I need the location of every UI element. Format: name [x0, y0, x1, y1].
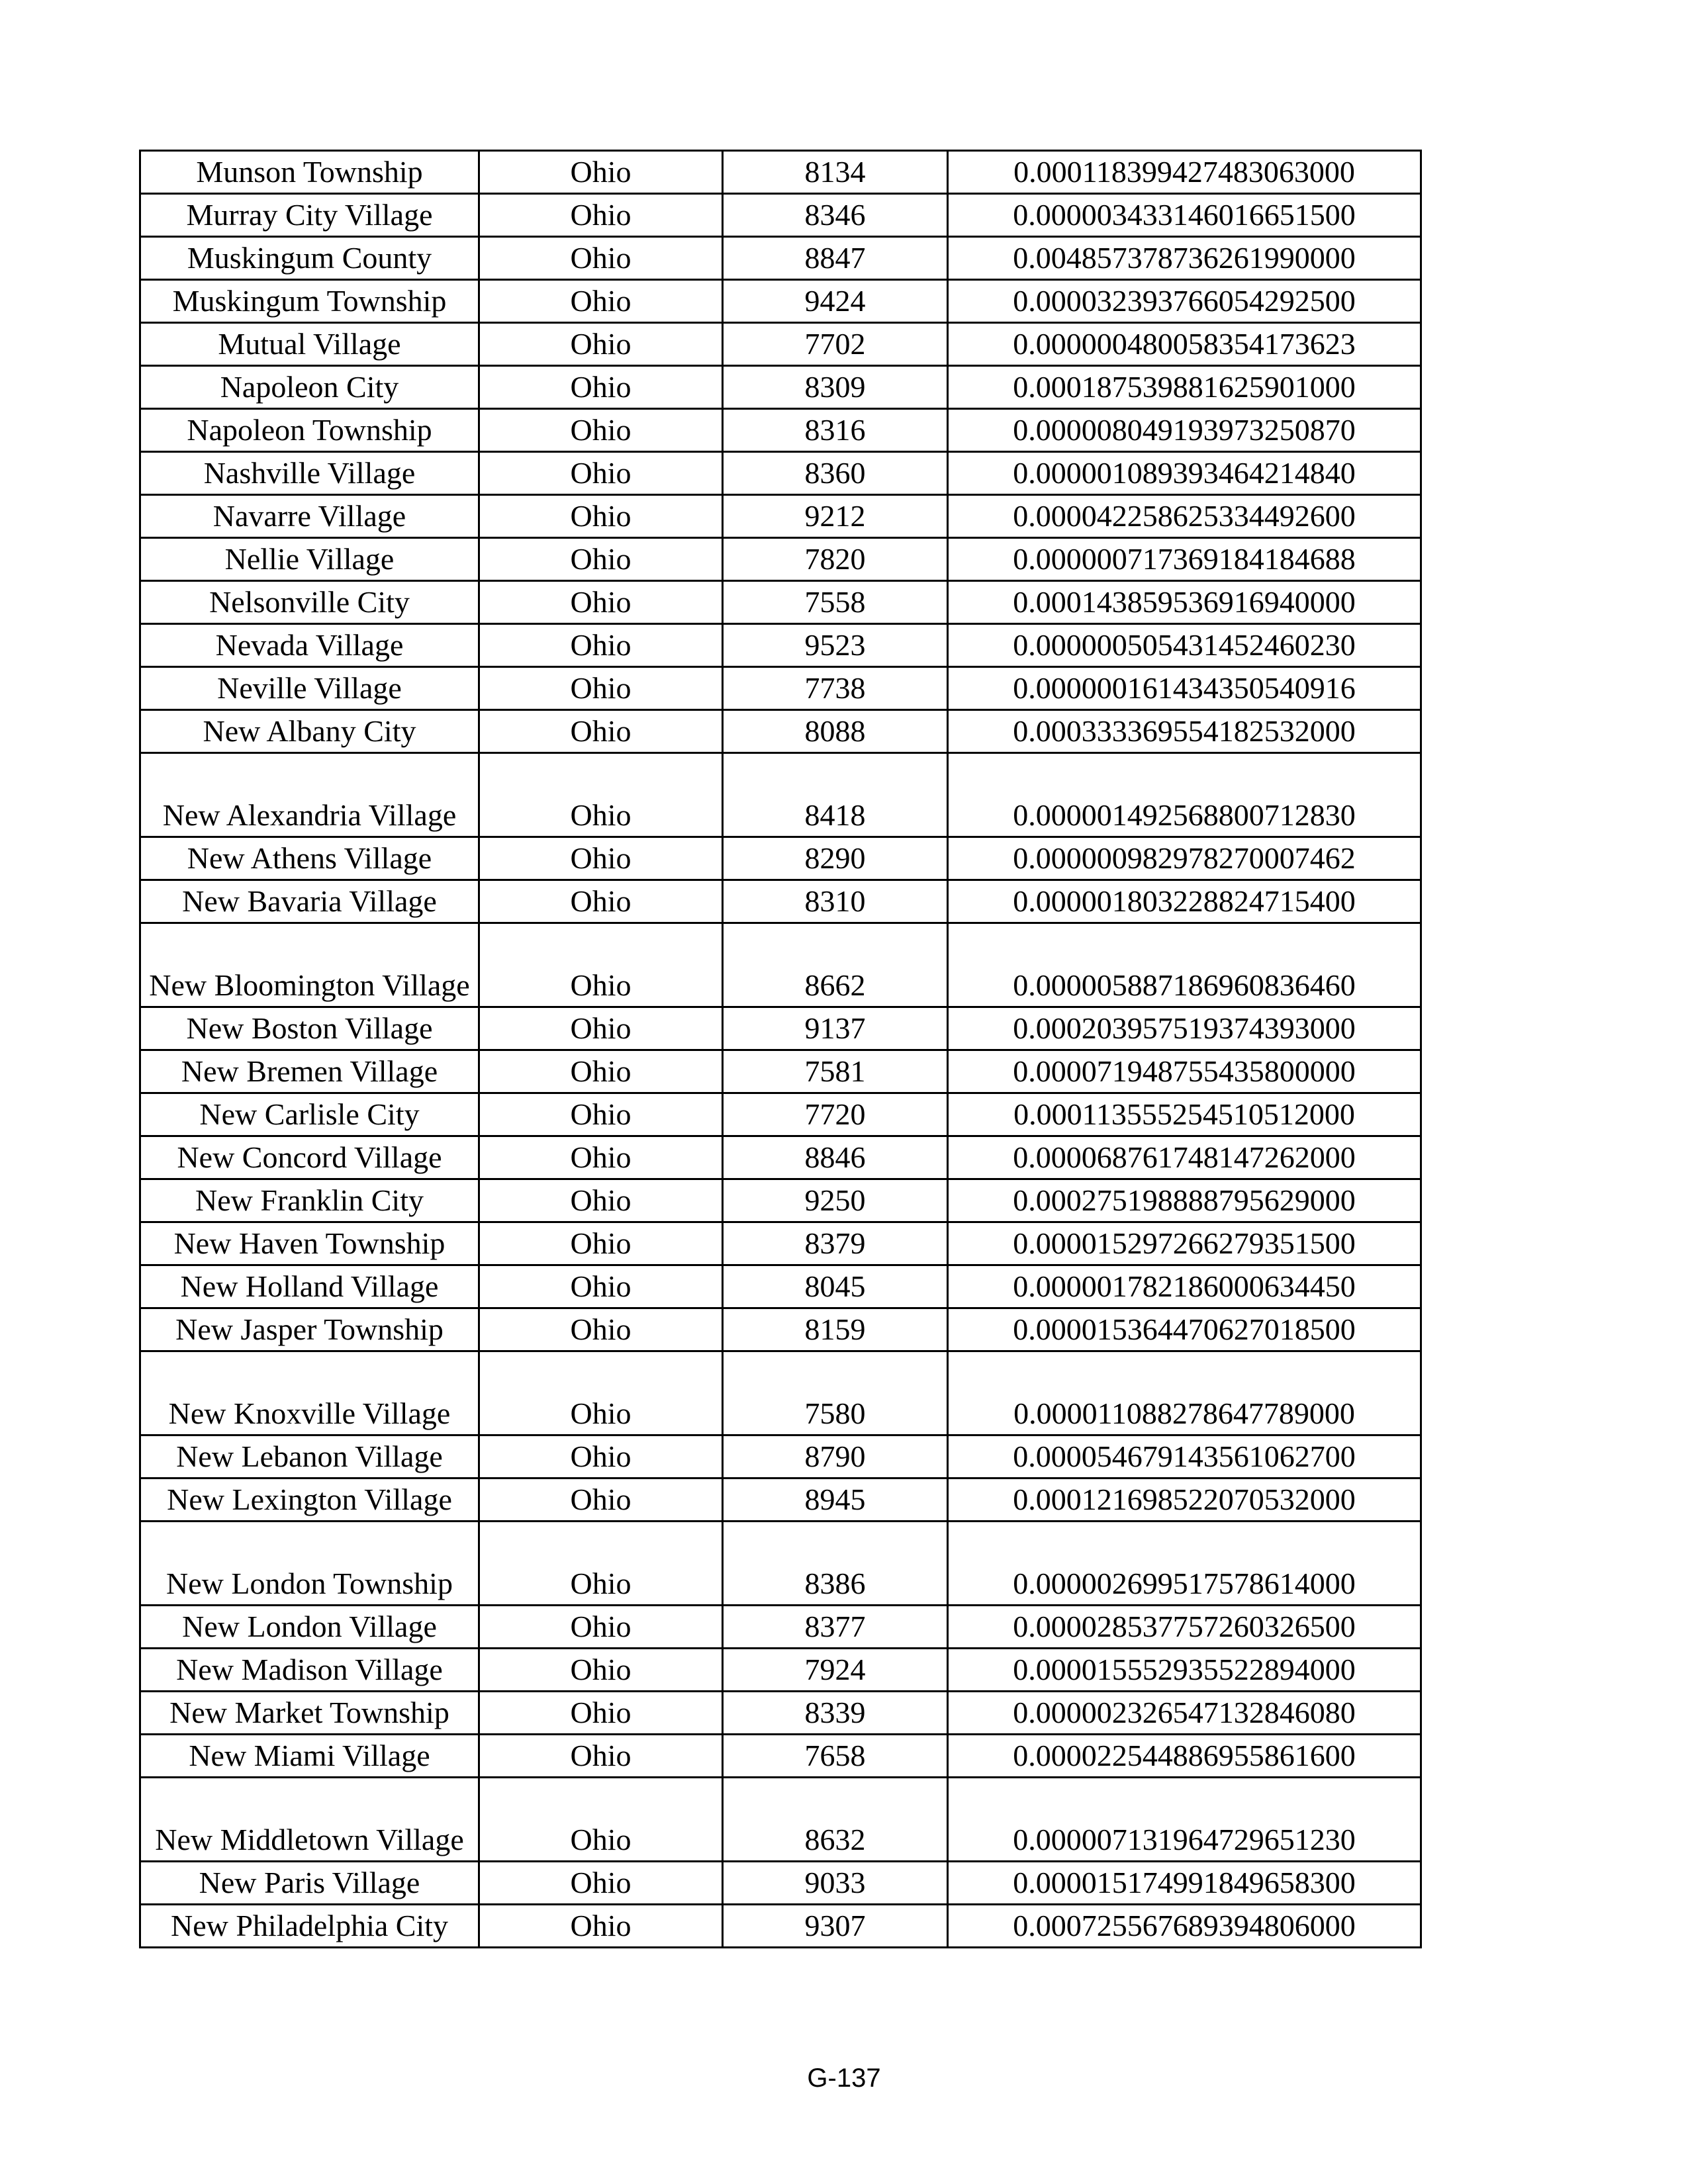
value-cell: 0.000007131964729651230 [948, 1778, 1421, 1862]
code-cell: 7658 [723, 1735, 948, 1778]
table-row [140, 923, 1421, 1007]
value-cell: 0.000113555254510512000 [948, 1093, 1421, 1136]
code-cell: 8379 [723, 1222, 948, 1265]
state-cell: Ohio [479, 1862, 723, 1905]
table-row [140, 538, 1421, 581]
state-cell: Ohio [479, 1435, 723, 1479]
state-cell: Ohio [479, 880, 723, 923]
state-cell: Ohio [479, 538, 723, 581]
table-row [140, 1649, 1421, 1692]
state-cell: Ohio [479, 1692, 723, 1735]
table-row [140, 667, 1421, 710]
value-cell: 0.000001782186000634450 [948, 1265, 1421, 1308]
municipality-cell: New Haven Township [140, 1222, 479, 1265]
state-cell: Ohio [479, 194, 723, 237]
value-cell: 0.000001803228824715400 [948, 880, 1421, 923]
municipality-cell: New Concord Village [140, 1136, 479, 1179]
table-row [140, 1050, 1421, 1093]
municipality-cell: Murray City Village [140, 194, 479, 237]
municipality-cell: Nellie Village [140, 538, 479, 581]
table-row [140, 452, 1421, 495]
table-row [140, 1179, 1421, 1222]
municipality-cell: Napoleon Township [140, 409, 479, 452]
value-cell: 0.004857378736261990000 [948, 237, 1421, 280]
state-cell: Ohio [479, 323, 723, 366]
code-cell: 9212 [723, 495, 948, 538]
value-cell: 0.000121698522070532000 [948, 1479, 1421, 1522]
value-cell: 0.000000480058354173623 [948, 323, 1421, 366]
table-row [140, 753, 1421, 837]
code-cell: 8159 [723, 1308, 948, 1351]
code-cell: 7702 [723, 323, 948, 366]
value-cell: 0.000002699517578614000 [948, 1522, 1421, 1606]
table-row [140, 1479, 1421, 1522]
state-cell: Ohio [479, 1093, 723, 1136]
state-cell: Ohio [479, 1265, 723, 1308]
table-row [140, 280, 1421, 323]
code-cell: 8847 [723, 237, 948, 280]
table-row [140, 1007, 1421, 1050]
table-row [140, 710, 1421, 753]
table-row [140, 1093, 1421, 1136]
municipality-cell: Navarre Village [140, 495, 479, 538]
value-cell: 0.000042258625334492600 [948, 495, 1421, 538]
state-cell: Ohio [479, 1007, 723, 1050]
code-cell: 8377 [723, 1606, 948, 1649]
code-cell: 9033 [723, 1862, 948, 1905]
municipality-cell: New Market Township [140, 1692, 479, 1735]
code-cell: 8134 [723, 151, 948, 194]
code-cell: 8360 [723, 452, 948, 495]
code-cell: 7580 [723, 1351, 948, 1435]
municipality-cell: New Albany City [140, 710, 479, 753]
code-cell: 7720 [723, 1093, 948, 1136]
table-row [140, 1222, 1421, 1265]
code-cell: 8316 [723, 409, 948, 452]
municipality-cell: New Athens Village [140, 837, 479, 880]
state-cell: Ohio [479, 1649, 723, 1692]
state-cell: Ohio [479, 1905, 723, 1948]
municipality-cell: New Paris Village [140, 1862, 479, 1905]
value-cell: 0.000000717369184184688 [948, 538, 1421, 581]
value-cell: 0.000001492568800712830 [948, 753, 1421, 837]
municipality-cell: New Lebanon Village [140, 1435, 479, 1479]
municipality-cell: Nashville Village [140, 452, 479, 495]
table-row [140, 151, 1421, 194]
state-cell: Ohio [479, 1606, 723, 1649]
code-cell: 8846 [723, 1136, 948, 1179]
value-cell: 0.000725567689394806000 [948, 1905, 1421, 1948]
table-row [140, 495, 1421, 538]
table-row [140, 1606, 1421, 1649]
table-row [140, 1735, 1421, 1778]
code-cell: 9523 [723, 624, 948, 667]
state-cell: Ohio [479, 837, 723, 880]
municipality-cell: New Alexandria Village [140, 753, 479, 837]
code-cell: 8386 [723, 1522, 948, 1606]
value-cell: 0.000003433146016651500 [948, 194, 1421, 237]
value-cell: 0.000032393766054292500 [948, 280, 1421, 323]
state-cell: Ohio [479, 1308, 723, 1351]
table-row [140, 1435, 1421, 1479]
code-cell: 7924 [723, 1649, 948, 1692]
state-cell: Ohio [479, 1179, 723, 1222]
table-row [140, 1136, 1421, 1179]
state-cell: Ohio [479, 280, 723, 323]
code-cell: 8045 [723, 1265, 948, 1308]
table-row [140, 1692, 1421, 1735]
value-cell: 0.000015552935522894000 [948, 1649, 1421, 1692]
municipality-cell: New Middletown Village [140, 1778, 479, 1862]
code-cell: 9424 [723, 280, 948, 323]
table-row [140, 1265, 1421, 1308]
municipality-cell: New London Village [140, 1606, 479, 1649]
code-cell: 8309 [723, 366, 948, 409]
value-cell: 0.000015297266279351500 [948, 1222, 1421, 1265]
municipality-cell: New Bloomington Village [140, 923, 479, 1007]
value-cell: 0.000001089393464214840 [948, 452, 1421, 495]
municipality-cell: Nelsonville City [140, 581, 479, 624]
municipality-cell: New Miami Village [140, 1735, 479, 1778]
table-body [140, 151, 1421, 1948]
code-cell: 8088 [723, 710, 948, 753]
value-cell: 0.000008049193973250870 [948, 409, 1421, 452]
code-cell: 7558 [723, 581, 948, 624]
state-cell: Ohio [479, 1222, 723, 1265]
table-row [140, 237, 1421, 280]
state-cell: Ohio [479, 1522, 723, 1606]
municipality-cell: New Jasper Township [140, 1308, 479, 1351]
code-cell: 8790 [723, 1435, 948, 1479]
page-number: G-137 [807, 2064, 881, 2093]
code-cell: 8632 [723, 1778, 948, 1862]
table-row [140, 624, 1421, 667]
state-cell: Ohio [479, 1050, 723, 1093]
code-cell: 8290 [723, 837, 948, 880]
state-cell: Ohio [479, 1735, 723, 1778]
value-cell: 0.000028537757260326500 [948, 1606, 1421, 1649]
municipality-cell: Napoleon City [140, 366, 479, 409]
table-row [140, 1351, 1421, 1435]
code-cell: 8339 [723, 1692, 948, 1735]
table-row [140, 581, 1421, 624]
table-row [140, 1905, 1421, 1948]
state-cell: Ohio [479, 1136, 723, 1179]
state-cell: Ohio [479, 1351, 723, 1435]
value-cell: 0.000000982978270007462 [948, 837, 1421, 880]
value-cell: 0.000000161434350540916 [948, 667, 1421, 710]
value-cell: 0.000071948755435800000 [948, 1050, 1421, 1093]
code-cell: 9137 [723, 1007, 948, 1050]
state-cell: Ohio [479, 753, 723, 837]
value-cell: 0.000275198888795629000 [948, 1179, 1421, 1222]
state-cell: Ohio [479, 667, 723, 710]
value-cell: 0.000002326547132846080 [948, 1692, 1421, 1735]
municipality-cell: New Bremen Village [140, 1050, 479, 1093]
code-cell: 9307 [723, 1905, 948, 1948]
value-cell: 0.000333369554182532000 [948, 710, 1421, 753]
state-cell: Ohio [479, 366, 723, 409]
municipality-cell: New Lexington Village [140, 1479, 479, 1522]
state-cell: Ohio [479, 1778, 723, 1862]
municipality-cell: New Holland Village [140, 1265, 479, 1308]
code-cell: 7581 [723, 1050, 948, 1093]
state-cell: Ohio [479, 452, 723, 495]
table-row [140, 1522, 1421, 1606]
municipality-cell: Munson Township [140, 151, 479, 194]
municipality-cell: New Knoxville Village [140, 1351, 479, 1435]
municipality-cell: Muskingum County [140, 237, 479, 280]
state-cell: Ohio [479, 624, 723, 667]
municipality-cell: New Carlisle City [140, 1093, 479, 1136]
code-cell: 7738 [723, 667, 948, 710]
value-cell: 0.000000505431452460230 [948, 624, 1421, 667]
table-row [140, 1778, 1421, 1862]
municipality-cell: New Bavaria Village [140, 880, 479, 923]
municipality-cell: Mutual Village [140, 323, 479, 366]
state-cell: Ohio [479, 581, 723, 624]
allocation-table [139, 150, 1422, 1948]
table-row [140, 409, 1421, 452]
municipality-cell: New Boston Village [140, 1007, 479, 1050]
state-cell: Ohio [479, 237, 723, 280]
state-cell: Ohio [479, 151, 723, 194]
state-cell: Ohio [479, 495, 723, 538]
code-cell: 7820 [723, 538, 948, 581]
municipality-cell: New Franklin City [140, 1179, 479, 1222]
table-row [140, 1862, 1421, 1905]
table-row [140, 323, 1421, 366]
state-cell: Ohio [479, 409, 723, 452]
value-cell: 0.000022544886955861600 [948, 1735, 1421, 1778]
value-cell: 0.000118399427483063000 [948, 151, 1421, 194]
table-row [140, 194, 1421, 237]
code-cell: 8662 [723, 923, 948, 1007]
value-cell: 0.000143859536916940000 [948, 581, 1421, 624]
municipality-cell: Muskingum Township [140, 280, 479, 323]
municipality-cell: Nevada Village [140, 624, 479, 667]
municipality-cell: New London Township [140, 1522, 479, 1606]
code-cell: 8310 [723, 880, 948, 923]
table-row [140, 1308, 1421, 1351]
municipality-cell: New Philadelphia City [140, 1905, 479, 1948]
code-cell: 8346 [723, 194, 948, 237]
municipality-cell: New Madison Village [140, 1649, 479, 1692]
value-cell: 0.000015364470627018500 [948, 1308, 1421, 1351]
state-cell: Ohio [479, 923, 723, 1007]
code-cell: 8418 [723, 753, 948, 837]
table-row [140, 880, 1421, 923]
value-cell: 0.000011088278647789000 [948, 1351, 1421, 1435]
code-cell: 8945 [723, 1479, 948, 1522]
value-cell: 0.000015174991849658300 [948, 1862, 1421, 1905]
table-row [140, 366, 1421, 409]
value-cell: 0.000187539881625901000 [948, 366, 1421, 409]
state-cell: Ohio [479, 1479, 723, 1522]
value-cell: 0.000005887186960836460 [948, 923, 1421, 1007]
state-cell: Ohio [479, 710, 723, 753]
value-cell: 0.000068761748147262000 [948, 1136, 1421, 1179]
value-cell: 0.000203957519374393000 [948, 1007, 1421, 1050]
code-cell: 9250 [723, 1179, 948, 1222]
table-row [140, 837, 1421, 880]
value-cell: 0.000054679143561062700 [948, 1435, 1421, 1479]
municipality-cell: Neville Village [140, 667, 479, 710]
